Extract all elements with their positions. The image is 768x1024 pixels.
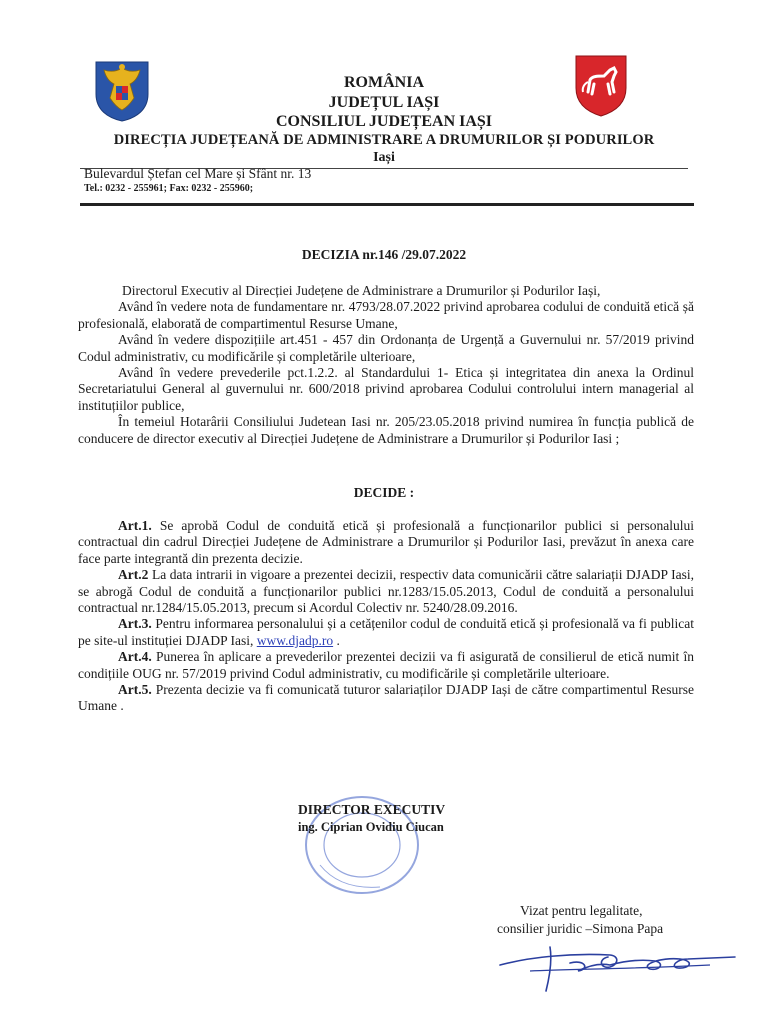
handwritten-signature bbox=[490, 935, 740, 995]
article-label: Art.2 bbox=[118, 567, 149, 583]
header-directorate: DIRECȚIA JUDEȚEANĂ DE ADMINISTRARE A DRUMURILOR ȘI PODURILOR bbox=[113, 132, 655, 148]
article-1 bbox=[78, 518, 694, 567]
article-2 bbox=[78, 567, 694, 616]
article-text: La data intrarii in vigoare a prezentei decizii, respectiv data comunicării către salariații DJADP Iasi, se abrogă Codul de conduită a funcționarilor publici nr.1283/15.05.2013, Codul de conduită a personalului contractual nr.1284/15.05.2013, precum si Acordul Colectiv nr. 5240/28.09.2016. bbox=[78, 567, 694, 616]
article-text-end: . bbox=[333, 632, 340, 648]
website-link[interactable]: www.djadp.ro bbox=[256, 632, 334, 648]
visa-line-2: consilier juridic –Simona Papa bbox=[497, 921, 664, 936]
preamble-paragraph: Directorul Executiv al Direcției Județene de Administrare a Drumurilor și Podurilor Iași, bbox=[122, 283, 601, 298]
article-label: Art.5. bbox=[118, 682, 152, 698]
article-text: Prezenta decizie va fi comunicată tuturor salariaților DJADP Iași de către compartimentul Resurse Umane . bbox=[78, 682, 694, 714]
article-5 bbox=[78, 682, 694, 715]
preamble-paragraph: Având în vedere nota de fundamentare nr. 4793/28.07.2022 privind aprobarea codului de conduită etică șă profesională, elaborată de compartimentul Resurse Umane, bbox=[78, 299, 694, 331]
header-phones: Tel.: 0232 - 255961; Fax: 0232 - 255960; bbox=[84, 183, 254, 194]
article-label: Art.4. bbox=[118, 649, 152, 665]
signatory-name: ing. Ciprian Ovidiu Ciucan bbox=[298, 820, 444, 834]
preamble bbox=[78, 283, 694, 447]
article-text: Punerea în aplicare a prevederilor prezentei decizii va fi asigurată de consilierul de etică numit în condițiile OUG nr. 57/2019 privind Codul administrativ, cu modificările și completările ulterioare. bbox=[78, 649, 694, 681]
header-county: JUDEȚUL IAȘI bbox=[328, 94, 440, 111]
header-thick-divider bbox=[80, 203, 694, 206]
article-text: Se aprobă Codul de conduită etică și profesională a funcționarilor publici si personalului contractual din cadrul Direcției Județene de Administrare a Drumurilor și Podurilor Iasi, prevăzut în anexa care face parte integrantă din prezenta decizie. bbox=[78, 518, 694, 566]
decide-heading: DECIDE : bbox=[353, 485, 415, 500]
article-4 bbox=[78, 649, 694, 682]
preamble-paragraph: Având în vedere dispozițiile art.451 - 457 din Ordonanța de Urgență a Guvernului nr. 57/2019 privind Codul administrativ, cu modificările și completările ulterioare, bbox=[78, 332, 694, 364]
header-country: ROMÂNIA bbox=[344, 74, 424, 91]
preamble-paragraph: În temeiul Hotarârii Consiliului Judetean Iasi nr. 205/23.05.2018 privind numirea în funcția publică de conducere de director executiv al Direcției Județene de Administrare a Drumurilor și Podurilor Iasi ; bbox=[78, 414, 694, 446]
article-label: Art.1. bbox=[118, 518, 152, 533]
article-3 bbox=[78, 616, 694, 649]
header-city: Iași bbox=[373, 150, 395, 165]
visa-line-1: Vizat pentru legalitate, bbox=[520, 903, 643, 918]
preamble-paragraph: Având în vedere prevederile pct.1.2.2. al Standardului 1- Etica și integritatea din anexa la Ordinul Secretariatului General al guvernului nr. 600/2018 privind aprobarea Codului controlului intern managerial al instituțiilor publice, bbox=[78, 365, 694, 413]
signatory-role: DIRECTOR EXECUTIV bbox=[298, 802, 446, 817]
header-council: CONSILIUL JUDEȚEAN IAȘI bbox=[275, 113, 493, 130]
article-text: Pentru informarea personalului și a cetățenilor codul de conduită etică și profesională va fi publicat pe site-ul instituției DJADP Iasi, bbox=[78, 616, 694, 648]
article-label: Art.3. bbox=[118, 616, 152, 632]
header-address: Bulevardul Ștefan cel Mare și Sfânt nr. 13 bbox=[84, 166, 312, 181]
articles bbox=[78, 518, 694, 715]
decision-title: DECIZIA nr.146 /29.07.2022 bbox=[301, 247, 467, 262]
